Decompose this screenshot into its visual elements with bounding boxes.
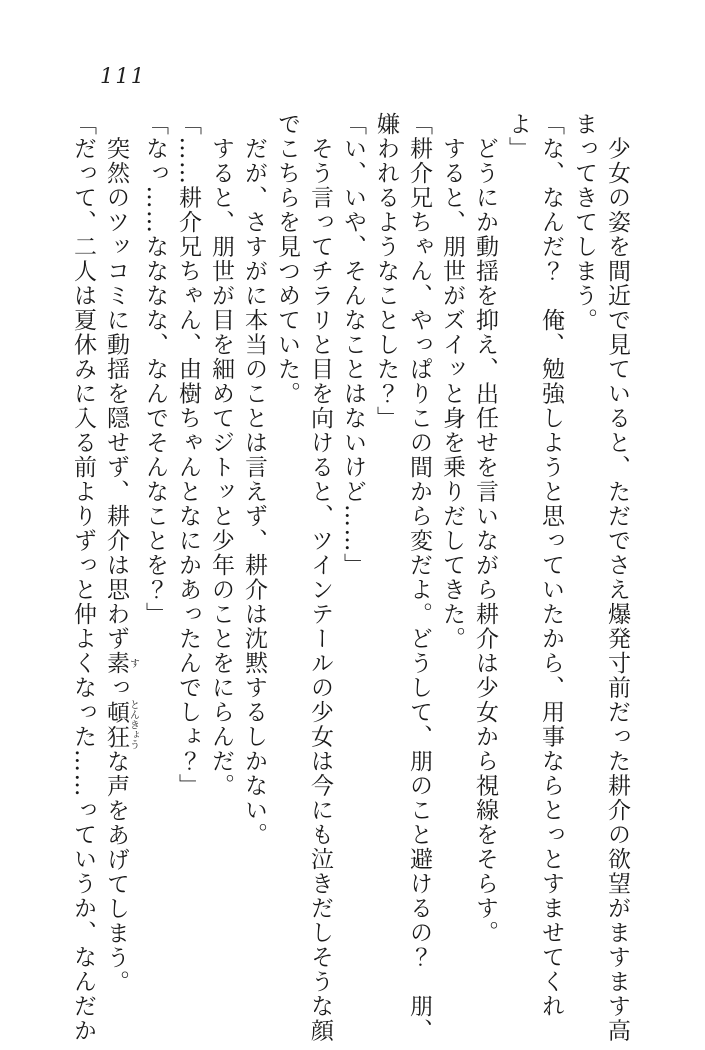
- text-line: 少女の姿を間近で見ていると、ただでさえ爆発寸前だった耕介の欲望がますます高: [604, 112, 630, 1043]
- text-line: そう言ってチラリと目を向けると、ツインテールの少女は今にも泣きだしそうな顔: [307, 112, 333, 1043]
- text-line: どうにか動揺を抑え、出任せを言いながら耕介は少女から視線をそらす。: [472, 112, 498, 945]
- text-line: だが、さすがに本当のことは言えず、耕介は沈黙するしかない。: [241, 112, 267, 847]
- text-line: 「だって、二人は夏休みに入る前よりずっと仲よくなった……っていうか、なんだか: [70, 112, 96, 1043]
- text-line: よ」: [505, 112, 531, 161]
- text-line: 嫌われるようなことした？」: [373, 112, 399, 431]
- text-line: 「い、いや、そんなことはないけど……」: [340, 112, 366, 578]
- page-number: 111: [100, 64, 147, 88]
- text-line: でこちらを見つめていた。: [274, 112, 300, 406]
- ruby-annotated-word: 素す: [103, 651, 139, 676]
- text-line: 「……耕介兄ちゃん、由樹ちゃんとなにかあったんでしょ？」: [175, 112, 201, 798]
- text-line: すると、朋世がズイッと身を乗りだしてきた。: [439, 112, 465, 651]
- text-line: すると、朋世が目を細めてジトッと少年のことをにらんだ。: [208, 112, 234, 798]
- text-line: 突然のツッコミに動揺を隠せず、耕介は思わず素すっ頓狂とんきょうな声をあげてしまう。: [103, 112, 139, 995]
- vertical-text-block: [66, 112, 633, 1043]
- text-line: 「耕介兄ちゃん、やっぱりこの間から変だよ。どうして、朋のこと避けるの？ 朋、: [406, 112, 432, 1043]
- text-line: 「な、なんだ？ 俺、勉強しようと思っていたから、用事ならとっとすませてくれ: [538, 112, 564, 1019]
- text-line: 「なっ……なななな、なんでそんなことを？」: [142, 112, 168, 627]
- text-line: まってきてしまう。: [571, 112, 597, 333]
- ruby-annotated-word: 頓狂とんきょう: [103, 699, 139, 750]
